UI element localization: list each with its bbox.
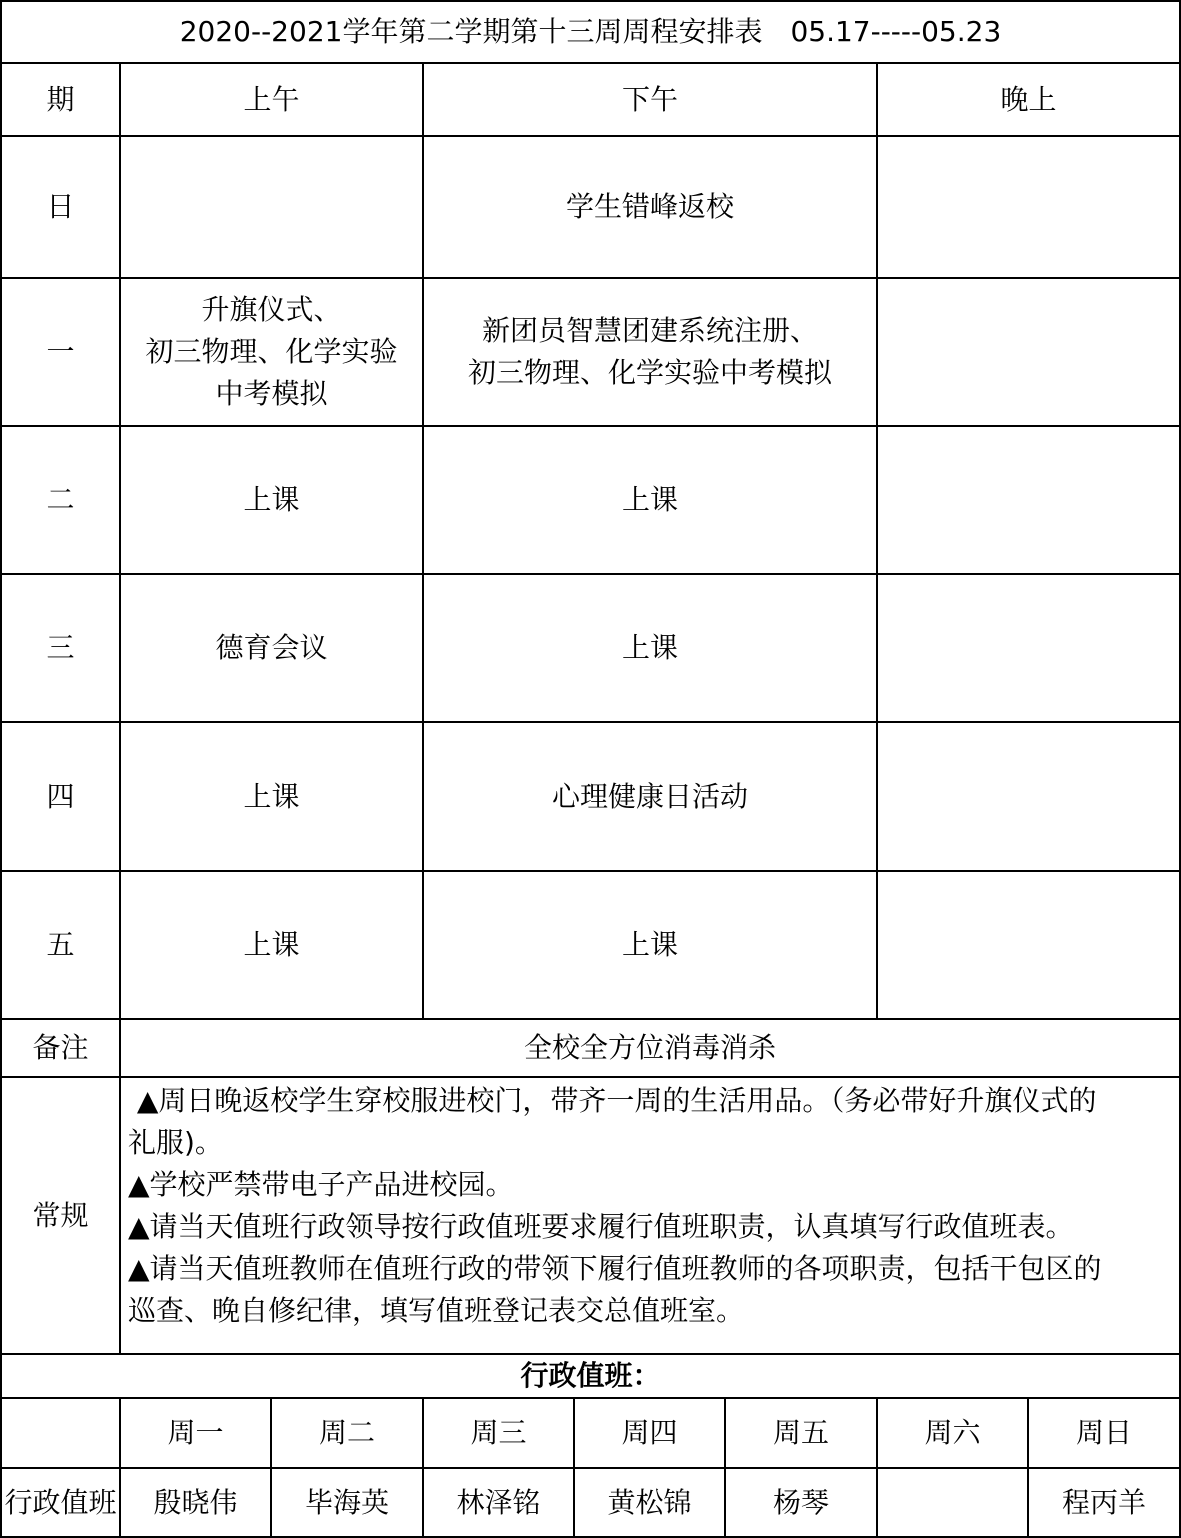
duty-heading: 行政值班：	[520, 1359, 661, 1392]
row-afternoon-line: 初三物理、化学实验中考模拟	[467, 356, 832, 389]
duty-day-tue: 周二	[318, 1416, 375, 1449]
duty-name-thu: 黄松锦	[607, 1485, 692, 1519]
row-day-label: 四	[46, 779, 75, 813]
row-day-label: 二	[46, 483, 75, 516]
duty-day-fri: 周五	[772, 1416, 829, 1449]
routine-line: ▲周日晚返校学生穿校服进校门，带齐一周的生活用品。（务必带好升旗仪式的	[128, 1084, 1097, 1117]
schedule-title: 2020--2021学年第二学期第十三周周程安排表 05.17-----05.23	[179, 15, 1002, 48]
duty-row-label: 行政值班	[4, 1485, 117, 1519]
row-day-label: 一	[46, 335, 75, 368]
routine-line: ▲请当天值班教师在值班行政的带领下履行值班教师的各项职责，包括干包区的	[128, 1252, 1102, 1285]
header-evening: 晚上	[1000, 82, 1057, 116]
routine-line: ▲学校严禁带电子产品进校园。	[128, 1168, 514, 1201]
row-evening	[878, 575, 1179, 721]
duty-name-sat	[878, 1469, 1027, 1536]
header-afternoon: 下午	[621, 82, 678, 116]
remarks-label: 备注	[32, 1031, 89, 1064]
duty-name-sun: 程丙羊	[1061, 1485, 1146, 1519]
duty-name-tue: 毕海英	[304, 1485, 389, 1519]
duty-day-wed: 周三	[470, 1416, 527, 1449]
duty-name-mon: 殷晓伟	[153, 1485, 238, 1519]
row-day-label: 五	[46, 928, 75, 961]
row-morning-line: 中考模拟	[215, 377, 328, 410]
routine-notes	[128, 1080, 1173, 1332]
row-evening	[878, 137, 1179, 277]
row-morning	[121, 137, 422, 277]
row-morning: 上课	[243, 483, 300, 516]
remarks-text: 全校全方位消毒消杀	[523, 1031, 776, 1064]
row-morning-line: 初三物理、化学实验	[145, 335, 398, 368]
header-morning: 上午	[243, 82, 300, 116]
row-afternoon	[424, 279, 876, 425]
row-evening	[878, 427, 1179, 573]
routine-line: 巡查、晚自修纪律，填写值班登记表交总值班室。	[128, 1294, 745, 1327]
row-day-label: 日	[46, 190, 75, 223]
duty-name-fri: 杨琴	[772, 1485, 829, 1519]
row-morning: 上课	[243, 779, 300, 813]
row-morning	[121, 279, 422, 425]
header-day: 期	[46, 82, 75, 116]
duty-day-thu: 周四	[621, 1416, 678, 1449]
row-morning: 上课	[243, 928, 300, 961]
row-afternoon: 学生错峰返校	[565, 190, 734, 223]
row-afternoon: 上课	[621, 631, 678, 664]
row-morning-line: 升旗仪式、	[201, 293, 342, 326]
routine-label: 常规	[32, 1198, 89, 1232]
routine-line: 礼服)。	[128, 1126, 223, 1159]
row-afternoon: 心理健康日活动	[551, 779, 748, 813]
row-afternoon: 上课	[621, 928, 678, 961]
duty-day-sun: 周日	[1075, 1416, 1132, 1449]
row-day-label: 三	[46, 631, 75, 664]
row-afternoon-line: 新团员智慧团建系统注册、	[481, 314, 818, 347]
grid-line	[0, 1076, 1181, 1078]
duty-name-wed: 林泽铭	[456, 1485, 541, 1519]
row-evening	[878, 279, 1179, 425]
duty-day-mon: 周一	[167, 1416, 224, 1449]
routine-line: ▲请当天值班行政领导按行政值班要求履行值班职责，认真填写行政值班表。	[128, 1210, 1074, 1243]
row-afternoon: 上课	[621, 483, 678, 516]
row-morning: 德育会议	[215, 631, 328, 664]
duty-day-sat: 周六	[924, 1416, 981, 1449]
row-evening	[878, 872, 1179, 1018]
row-evening	[878, 723, 1179, 870]
